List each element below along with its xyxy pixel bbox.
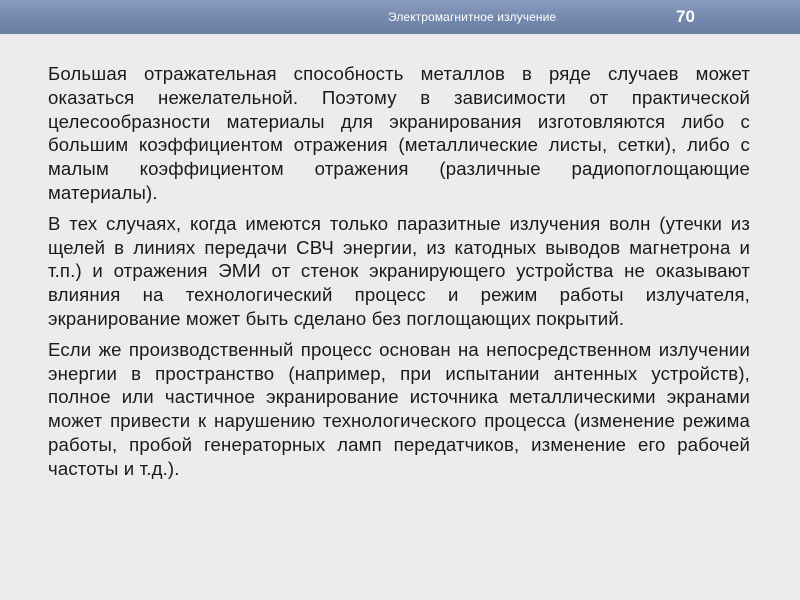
slide-title: Электромагнитное излучение (388, 10, 557, 24)
page-number: 70 (676, 7, 695, 26)
slide-body (48, 62, 750, 488)
paragraph-1: Большая отражательная способность металлов в ряде случаев может оказаться нежелательной. Поэтому в зависимости от практической целесообразности материалы для экранирования изготовляются либо с большим коэффициентом отражения (металлические листы, сетки), либо с малым коэффициентом отражения (различные радиопоглощающие материалы). (48, 63, 750, 203)
paragraph-3: Если же производственный процесс основан на непосредственном излучении энергии в пространство (например, при испытании антенных устройств), полное или частичное экранирование источника металлическими экранами может привести к нарушению технологического процесса (изменение режима работы, пробой генераторных ламп передатчиков, изменение его рабочей частоты и т.д.). (48, 338, 750, 479)
paragraph-2: В тех случаях, когда имеются только паразитные излучения волн (утечки из щелей в линиях передачи СВЧ энергии, из катодных выводов магнетрона и т.п.) и отражения ЭМИ от стенок экранирующего устройства не оказывают влияния на технологический процесс и режим работы излучателя, экранирование может быть сделано без поглощающих покрытий. (48, 212, 750, 329)
slide-header-bar (0, 0, 800, 34)
